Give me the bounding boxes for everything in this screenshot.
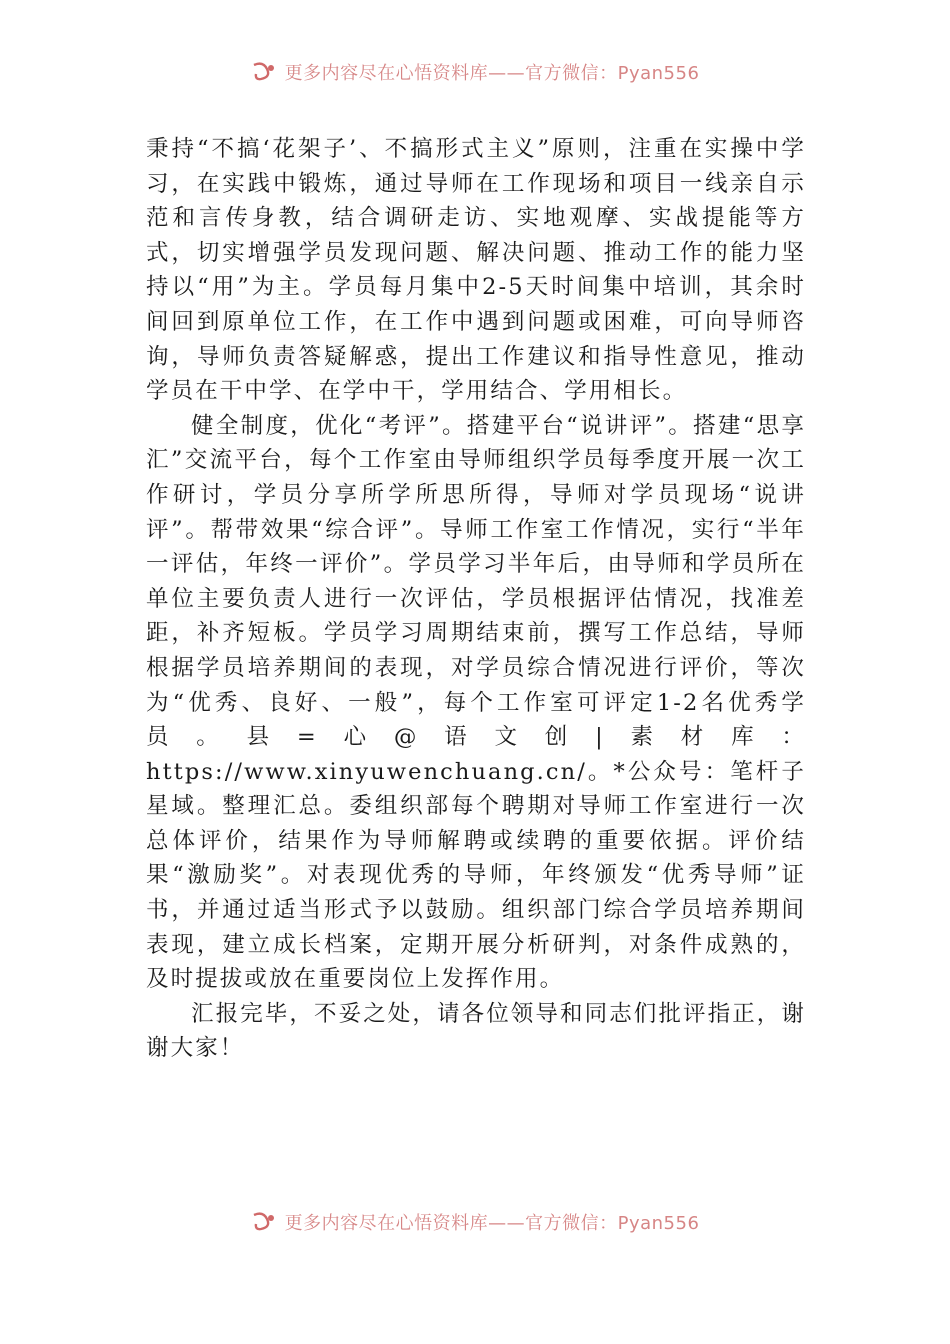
- paragraph-evaluation: 健全制度，优化“考评”。搭建平台“说讲评”。搭建“思享汇”交流平台，每个工作室由导师组织学员每季度开展一次工作研讨，学员分享所学所思所得，导师对学员现场“说讲评”。帮带效果“综合评”。导师工作室工作情况，实行“半年一评估，年终一评价”。学员学习半年后，由导师和学员所在单位主要负责人进行一次评估，学员根据评估情况，找准差距，补齐短板。学员学习周期结束前，撰写工作总结，导师根据学员培养期间的表现，对学员综合情况进行评价，等次为“优秀、良好、一般”，每个工作室可评定1-2名优秀学员。县=心@语文创|素材库：https://www.xinyuwenchuang.cn/。*公众号：笔杆子星域。整理汇总。委组织部每个聘期对导师工作室进行一次总体评价，结果作为导师解聘或续聘的重要依据。评价结果“激励奖”。对表现优秀的导师，年终颁发“优秀导师”证书，并通过适当形式予以鼓励。组织部门综合学员培养期间表现，建立成长档案，定期开展分析研判，对条件成熟的，及时提拔或放在重要岗位上发挥作用。: [146, 412, 806, 993]
- watermark-text: 更多内容尽在心悟资料库——官方微信：Pyan556: [284, 63, 700, 84]
- watermark-text: 更多内容尽在心悟资料库——官方微信：Pyan556: [284, 1213, 700, 1234]
- header-watermark: [0, 52, 950, 92]
- paragraph-practice: 秉持“不搞‘花架子’、不搞形式主义”原则，注重在实操中学习，在实践中锻炼，通过导师在工作现场和项目一线亲自示范和言传身教，结合调研走访、实地观摩、实战提能等方式，切实增强学员发现问题、解决问题、推动工作的能力坚持以“用”为主。学员每月集中2-5天时间集中培训，其余时间回到原单位工作，在工作中遇到问题或困难，可向导师咨询，导师负责答疑解惑，提出工作建议和指导性意见，推动学员在干中学、在学中干，学用结合、学用相长。: [146, 136, 806, 405]
- brand-logo-icon: [251, 61, 279, 83]
- paragraph-closing: 汇报完毕，不妥之处，请各位领导和同志们批评指正，谢谢大家！: [146, 1000, 807, 1062]
- footer-watermark: [0, 1202, 950, 1242]
- document-body: [146, 132, 806, 1066]
- brand-logo-icon: [251, 1211, 279, 1233]
